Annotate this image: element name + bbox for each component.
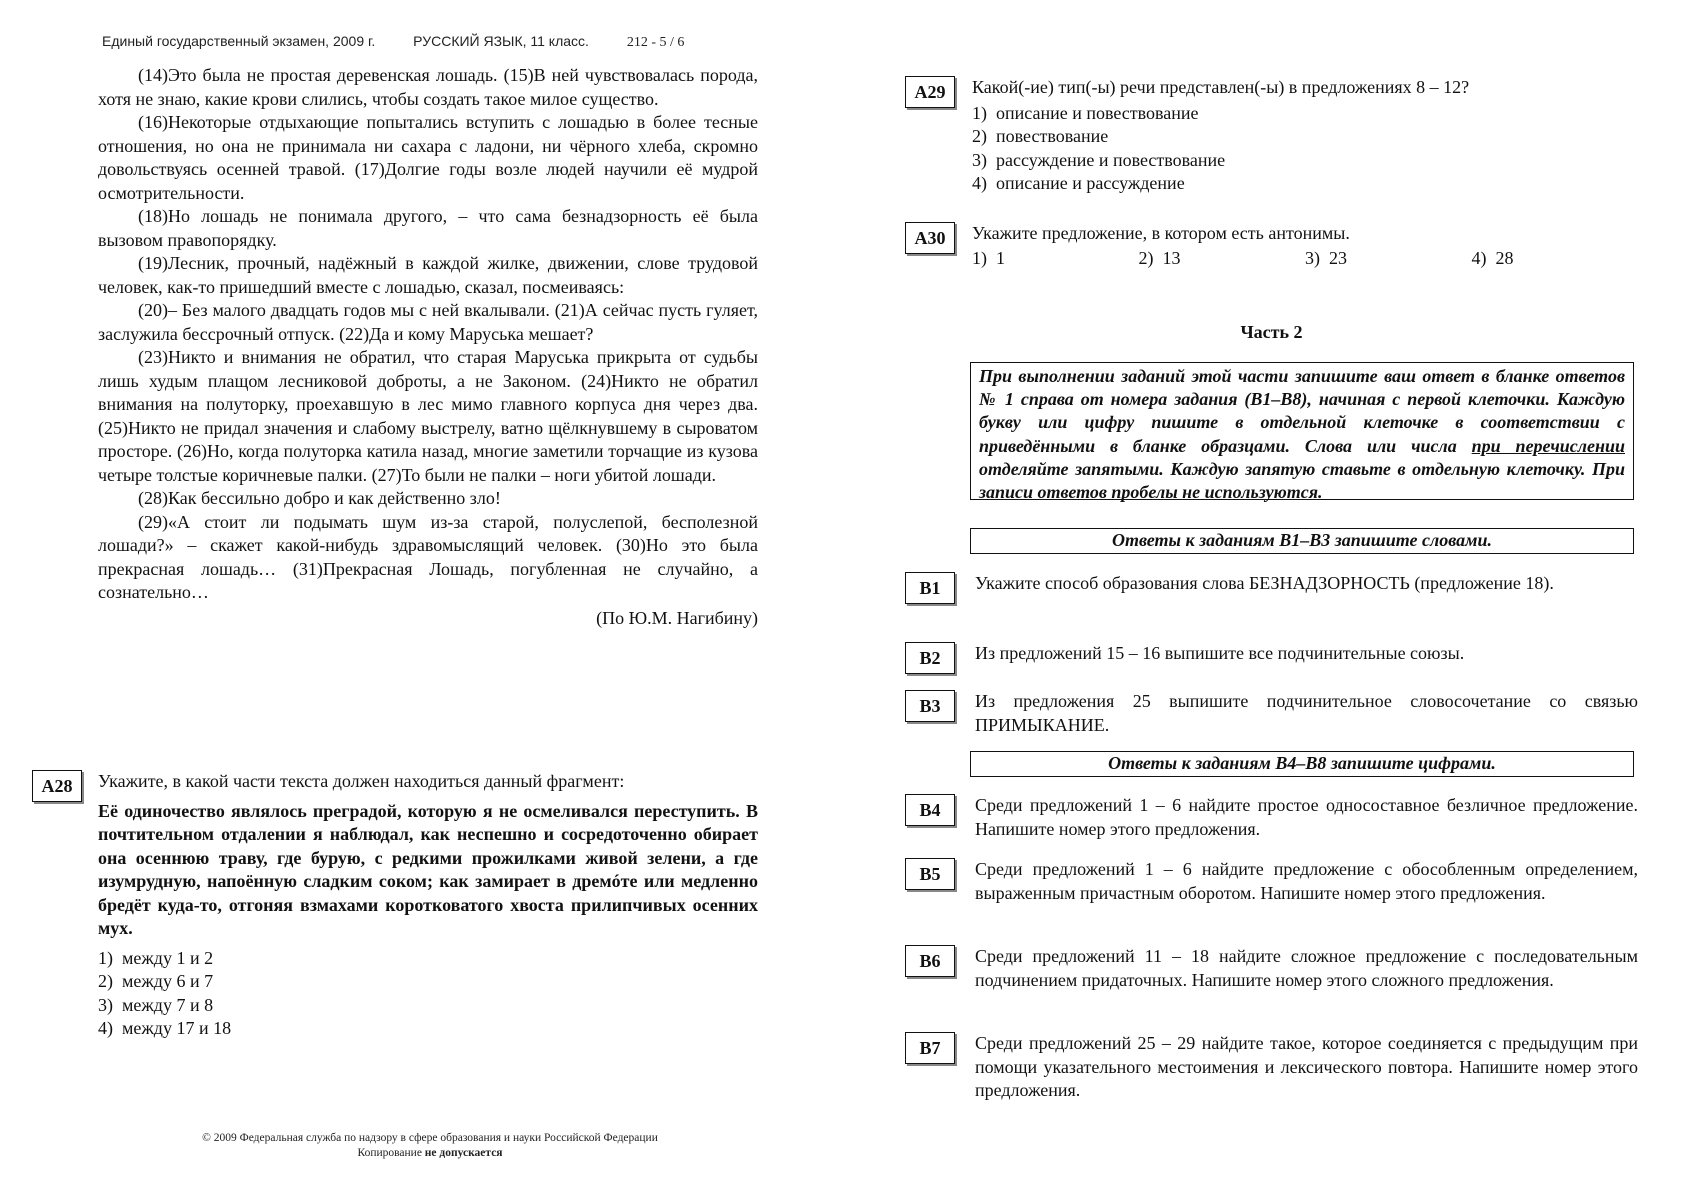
instructions-text: При выполнении заданий этой части запишите ваш ответ в бланке ответов № 1 справа от номера задания (В1–В8), начиная с первой клеточки. Каждую букву или цифру пишите в отдельной клеточке в соответствии с приведёнными в бланке образцами. Слова или числа при перечислении отделяйте запятыми. Каждую запятую ставьте в отдельную клеточку. При записи ответов пробелы не используются. (979, 366, 1626, 503)
question-b6 (905, 945, 1638, 992)
question-b7 (905, 1032, 1638, 1103)
answer-option[interactable]: 4) описание и рассуждение (972, 173, 1185, 193)
question-a28 (32, 770, 758, 1041)
subject-title: РУССКИЙ ЯЗЫК, 11 класс. (413, 33, 589, 49)
question-text: Среди предложений 1 – 6 найдите простое односоставное безличное предложение. Напишите номер этого предложения. (975, 795, 1638, 839)
question-label: А30 (905, 222, 955, 254)
question-b5 (905, 858, 1638, 905)
copyright-line: © 2009 Федеральная служба по надзору в сфере образования и науки Российской Федерации (202, 1132, 658, 1144)
question-label: В3 (905, 690, 955, 722)
page-footer (150, 1131, 710, 1161)
question-text: Из предложения 25 выпишите подчинительное словосочетание со связью ПРИМЫКАНИЕ. (975, 691, 1638, 735)
question-text: Среди предложений 11 – 18 найдите сложное предложение с последовательным подчинением придаточных. Напишите номер этого сложного предложения. (975, 946, 1638, 990)
question-b1 (905, 572, 1638, 596)
answer-option[interactable]: 2) 13 (1138, 247, 1181, 268)
answer-option[interactable]: 1) между 1 и 2 (98, 947, 214, 968)
answer-option[interactable]: 4) между 17 и 18 (98, 1018, 232, 1038)
question-label: В6 (905, 945, 955, 977)
exam-title: Единый государственный экзамен, 2009 г. (102, 33, 376, 49)
question-text: Укажите предложение, в котором есть антонимы. (972, 223, 1350, 243)
answer-option[interactable]: 3) между 7 и 8 (98, 994, 214, 1015)
text-paragraph: (18)Но лошадь не понимала другого, – что сама безнадзорность её была вызовом правопорядку. (98, 206, 758, 250)
text-paragraph: (23)Никто и внимания не обратил, что старая Маруська прикрыта от судьбы лишь худым плащом лесниковой доброты, а не Законом. (24)Никто не обратил внимания на полуторку, проехавшую в лес мимо главного корпуса дня через два. (25)Никто не придал значения и слабому выстрелу, ватно щёлкнувшему в сыроватом просторе. (26)Но, когда полуторка катила назад, многие заметили торчащие из кузова четыре толстые коричневые палки. (27)То были не палки – ноги убитой лошади. (98, 347, 758, 485)
question-a30 (905, 222, 1638, 269)
copy-notice: Копирование не допускается (357, 1147, 503, 1159)
text-paragraph: (29)«А стоит ли подымать шум из-за старой, полуслепой, бесполезной лошади?» – скажет какой-нибудь здравомыслящий человек. (30)Но это была прекрасная лошадь… (31)Прекрасная Лошадь, погубленная не случайно, а сознательно… (98, 511, 758, 602)
question-label: В1 (905, 572, 955, 604)
question-a29 (905, 76, 1638, 196)
question-label: В4 (905, 794, 955, 826)
answer-option[interactable]: 3) 23 (1305, 247, 1347, 268)
question-text: Укажите способ образования слова БЕЗНАДЗОРНОСТЬ (предложение 18). (975, 573, 1554, 593)
text-paragraph: (19)Лесник, прочный, надёжный в каждой жилке, движении, слове трудовой человек, как-то пришедший вместе с лошадью, сказал, посмеиваясь: (98, 253, 758, 297)
question-b3 (905, 690, 1638, 737)
answers-digits-band: Ответы к заданиям В4–В8 запишите цифрами. (970, 751, 1634, 777)
answers-words-band: Ответы к заданиям В1–В3 запишите словами. (970, 528, 1634, 554)
answer-option[interactable]: 1) 1 (972, 247, 1005, 268)
reading-text (98, 64, 758, 630)
answer-options (972, 248, 1638, 269)
answer-option[interactable]: 3) рассуждение и повествование (972, 149, 1226, 170)
question-text: Укажите, в какой части текста должен находиться данный фрагмент: (98, 771, 625, 791)
answer-option[interactable]: 4) 28 (1471, 247, 1514, 268)
text-paragraph: (14)Это была не простая деревенская лошадь. (15)В ней чувствовалась порода, хотя не знаю, какие крови слились, чтобы создать такое милое существо. (98, 65, 758, 109)
answer-options (972, 102, 1638, 196)
question-text: Среди предложений 25 – 29 найдите такое, которое соединяется с предыдущим при помощи указательного местоимения и лексического повтора. Напишите номер этого предложения. (975, 1033, 1638, 1100)
question-label: А28 (32, 770, 82, 802)
answer-option[interactable]: 2) между 6 и 7 (98, 971, 214, 991)
question-label: В5 (905, 858, 955, 890)
question-b4 (905, 794, 1638, 841)
page-header (102, 33, 718, 51)
question-label: А29 (905, 76, 955, 108)
question-label: В7 (905, 1032, 955, 1064)
question-text: Среди предложений 1 – 6 найдите предложение с обособленным определением, выраженным причастным оборотом. Напишите номер этого предложения. (975, 859, 1638, 903)
question-text: Из предложений 15 – 16 выпишите все подчинительные союзы. (975, 643, 1465, 663)
part2-title: Часть 2 (1240, 322, 1303, 342)
text-paragraph: (16)Некоторые отдыхающие попытались вступить с лошадью в более тесные отношения, но она не принимала ни сахара с ладони, ни чёрного хлеба, скромно довольствуясь осенней травой. (17)Долгие годы возле людей научили её мудрой осмотрительности. (98, 112, 758, 203)
instructions-box (970, 362, 1634, 503)
text-paragraph: (28)Как бессильно добро и как действенно зло! (138, 488, 501, 508)
question-fragment: Её одиночество являлось преградой, которую я не осмеливался переступить. В почтительном отдалении я наблюдал, как неспешно и сосредоточенно обирает она осеннюю траву, где бурую, с редкими прожилками живой зелени, а где изумрудную, напоённую сладким соком; как замирает в дремóте или медленно бредёт куда-то, отгоняя взмахами коротковатого хвоста прилипчивых осенних мух. (98, 800, 758, 938)
answer-option[interactable]: 2) повествование (972, 126, 1109, 146)
text-paragraph: (20)– Без малого двадцать годов мы с ней вкалывали. (21)А сейчас пусть гуляет, заслужила бессрочный отпуск. (22)Да и кому Маруська мешает? (98, 300, 758, 344)
answer-options (98, 947, 758, 1041)
question-b2 (905, 642, 1638, 666)
answer-option[interactable]: 1) описание и повествование (972, 102, 1199, 123)
question-text: Какой(-ие) тип(-ы) речи представлен(-ы) в предложениях 8 – 12? (972, 77, 1470, 97)
question-label: В2 (905, 642, 955, 674)
page-number: 212 - 5 / 6 (626, 35, 685, 50)
text-author: (По Ю.М. Нагибину) (596, 607, 758, 628)
